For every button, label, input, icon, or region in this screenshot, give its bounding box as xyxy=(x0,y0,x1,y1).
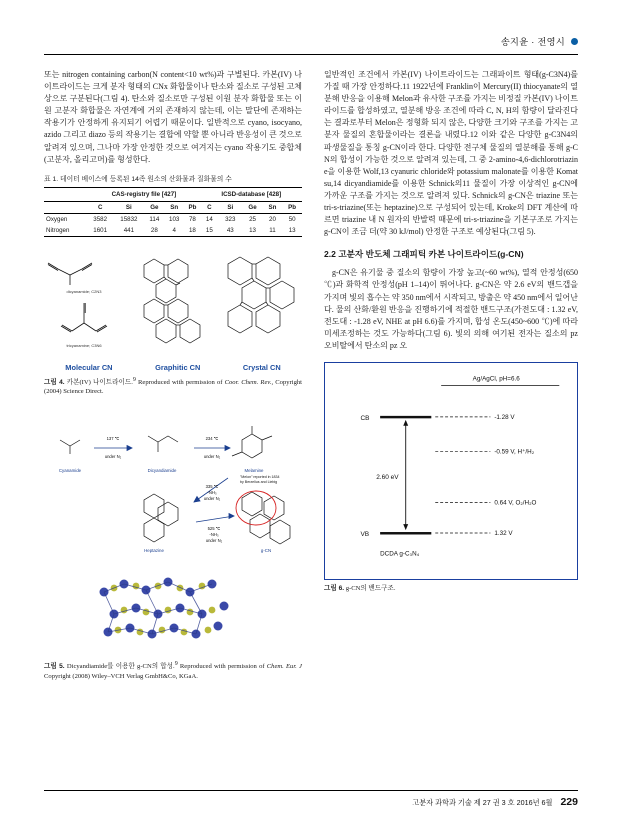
header-dot-icon xyxy=(571,38,578,45)
svg-text:335 ℃: 335 ℃ xyxy=(205,484,219,490)
col-icsd-ge: Ge xyxy=(242,201,262,213)
row-label-oxygen: Oxygen xyxy=(46,215,68,223)
figure-4-label-molecular: Molecular CN xyxy=(65,362,113,372)
cell: 28 xyxy=(145,225,164,237)
figure-5-caption-sup: 9 xyxy=(174,661,178,668)
figure-6 xyxy=(324,362,578,593)
cell: 50 xyxy=(288,215,296,223)
svg-text:g-CN: g-CN xyxy=(260,548,272,554)
cell: 14 xyxy=(205,215,213,223)
left-column xyxy=(44,69,302,781)
figure-5-scheme xyxy=(44,406,302,656)
figure-5-caption-rest: Reproduced with permission of xyxy=(177,663,267,671)
figure-4-labels xyxy=(44,363,302,372)
cell: 103 xyxy=(169,215,180,223)
svg-text:-0.59 V, H⁺/H₂: -0.59 V, H⁺/H₂ xyxy=(494,448,535,456)
table-title: 표 1. 데이터 베이스에 등록된 14족 원소의 산화물과 질화물의 수 xyxy=(44,175,232,183)
cell: 441 xyxy=(113,225,145,237)
figure-6-band-diagram xyxy=(325,363,577,579)
svg-text:dicyanamide; C2N3: dicyanamide; C2N3 xyxy=(66,288,102,294)
two-column-body xyxy=(44,69,578,781)
col-cas-sn: Sn xyxy=(164,201,184,213)
figure-4-caption-sup: 9 xyxy=(132,376,136,383)
svg-text:-NH₃: -NH₃ xyxy=(209,532,219,538)
figure-4-crystal-cn xyxy=(216,251,301,359)
figure-5-caption-text: Dicyandiamide를 이용한 g-CN의 합성. xyxy=(66,663,175,671)
svg-text:under N₂: under N₂ xyxy=(203,454,221,460)
figure-4-caption-tail: , Copyright (2004) Science Direct. xyxy=(44,378,302,396)
figure-5 xyxy=(44,406,302,681)
figure-6-top-label-text: Ag/AgCl, pH=6.6 xyxy=(472,375,520,383)
table-row xyxy=(44,213,302,225)
header-authors: 송지윤 · 전영시 xyxy=(500,37,565,47)
svg-text:tricyanamine; C3N6: tricyanamine; C3N6 xyxy=(66,342,102,348)
right-paragraph-2: g-CN은 유기물 중 질소의 함량이 가장 높고(~60 wt%), 열적 안정성(650 ℃)과 화학적 안정성(pH 1–14)이 뛰어나다. g-CN은 약 2.6 eV의 밴드갭을 가지며 빛의 흡수는 약 350 nm에서 시작되고, 방출은 약 450 nm에서 일어난다. 물의 산화/환원 반응을 진행하기에 적절한 밴드구조(가전도대 : 1.32 eV, 전도대 : -1.28 eV, NHE at pH 6.6)를 가지며, 합성 온도(450~600 ℃)에 따라 미세조정하는 것도 가능하다(그림 6). 빛의 의해 여기된 전자는 질소의 pz 오비탈에서 탄소의 pz 오 xyxy=(324,268,578,350)
table-subcorner xyxy=(44,201,87,213)
cell: 13 xyxy=(282,225,302,237)
cell: 114 xyxy=(149,215,160,223)
page-footer xyxy=(44,790,578,808)
table-row xyxy=(44,225,302,237)
table-group-cas: CAS-registry file [427] xyxy=(87,187,200,201)
element-oxide-nitride-table xyxy=(44,187,302,237)
cell: 3582 xyxy=(93,215,108,223)
figure-4-caption-rest: Reproduced with permission of xyxy=(135,378,225,386)
col-cas-pb: Pb xyxy=(184,201,200,213)
svg-text:Cyanamide: Cyanamide xyxy=(58,468,82,474)
col-cas-si: Si xyxy=(113,201,145,213)
figure-4-caption-journal: Coor. Chem. Rev. xyxy=(224,378,272,386)
svg-text:525 ℃: 525 ℃ xyxy=(207,526,221,532)
cell: 15 xyxy=(201,225,219,237)
cell: 15832 xyxy=(120,215,138,223)
svg-text:Dicyandiamide: Dicyandiamide xyxy=(147,468,177,474)
left-paragraph-1: 또는 nitrogen containing carbon(N content<10 wt%)과 구별된다. 카본(IV) 나이트라이드는 크게 분자 형태의 CNx 화합물이나 탄소와 질소로 구성된 고체상으로 구분된다(그림 4). 탄소와 질소로만 구성된 이원 분자 화합물 또는 이원 고분자 화합물은 자연계에 거의 존재하지 않는데, 이는 말단에 존재하는 작용기가 안정하게 유지되기 어렵기 때문이다. 일반적으로 cyano, isocyano, azido 그리고 diazo 등의 작용기는 결합에 약할 뿐 아니라 반응성이 큰 것으로 알려져 있으며, 그나마 가장 안정한 것으로 여겨지는 cyano 작용기도 중합체(고분자, 올리고머)를 형성한다. xyxy=(44,70,302,164)
table-group-icsd: ICSD-database [428] xyxy=(201,187,302,201)
figure-6-caption xyxy=(324,584,578,593)
col-cas-c: C xyxy=(87,201,113,213)
figure-6-frame xyxy=(324,362,578,580)
cell: 13 xyxy=(242,225,262,237)
svg-text:-NH₃: -NH₃ xyxy=(207,490,217,496)
figure-6-caption-number: 그림 6. xyxy=(324,584,345,592)
svg-text:Heptazine: Heptazine xyxy=(144,548,164,554)
svg-text:0.64 V, O₂/H₂O: 0.64 V, O₂/H₂O xyxy=(494,499,537,507)
figure-4-caption-number: 그림 4. xyxy=(44,378,65,386)
figure-5-caption-tail: Copyright (2008) Wiley–VCH Verlag GmbH&Co, KGaA. xyxy=(44,672,198,680)
svg-text:VB: VB xyxy=(360,530,370,538)
figure-4-caption-text: 카본(IV) 나이트라이드. xyxy=(66,378,133,386)
right-column xyxy=(324,69,578,781)
cell: 25 xyxy=(249,215,256,223)
svg-text:234 ℃: 234 ℃ xyxy=(205,436,219,442)
cell: 18 xyxy=(184,225,200,237)
cell: 323 xyxy=(225,215,236,223)
col-icsd-sn: Sn xyxy=(263,201,283,213)
figure-5-caption xyxy=(44,660,302,681)
figure-4-caption xyxy=(44,376,302,397)
cell: 20 xyxy=(269,215,276,223)
table-corner xyxy=(44,187,87,201)
svg-text:CB: CB xyxy=(360,414,370,422)
svg-text:1.32 V: 1.32 V xyxy=(494,529,513,537)
row-label-nitrogen: Nitrogen xyxy=(44,225,87,237)
figure-4-label-crystal: Crystal CN xyxy=(242,362,281,372)
svg-text:under N₂: under N₂ xyxy=(205,538,223,544)
svg-text:137 ℃: 137 ℃ xyxy=(106,436,120,442)
cell: 43 xyxy=(218,225,242,237)
svg-text:-1.28 V: -1.28 V xyxy=(494,413,515,421)
svg-text:by Berzelius and Liebig: by Berzelius and Liebig xyxy=(240,480,278,485)
figure-4-label-graphitic: Graphitic CN xyxy=(155,362,201,372)
figure-4 xyxy=(44,247,302,397)
cell: 4 xyxy=(164,225,184,237)
cell: 1601 xyxy=(87,225,113,237)
footer-page-number: 229 xyxy=(560,796,578,808)
section-heading-2-2: 2.2 고분자 반도체 그래피틱 카본 나이트라이드(g-CN) xyxy=(324,249,524,260)
svg-text:under N₂: under N₂ xyxy=(104,454,122,460)
figure-5-caption-number: 그림 5. xyxy=(44,663,65,671)
figure-4-graphitic-cn xyxy=(130,251,215,359)
figure-4-molecular-cn xyxy=(44,251,129,359)
page-header xyxy=(44,34,578,55)
cell: 78 xyxy=(188,215,196,223)
col-icsd-si: Si xyxy=(218,201,242,213)
svg-text:2.60 eV: 2.60 eV xyxy=(376,473,399,481)
col-icsd-c: C xyxy=(201,201,219,213)
footer-journal-info: 고분자 과학과 기술 제 27 권 3 호 2016년 6월 xyxy=(412,798,553,807)
figure-5-caption-journal: Chem. Eur. J xyxy=(266,663,302,671)
svg-text:DCDA g-C₃N₄: DCDA g-C₃N₄ xyxy=(380,550,420,558)
cell: 11 xyxy=(263,225,283,237)
svg-text:"Melon" reported in 1834: "Melon" reported in 1834 xyxy=(240,475,280,480)
col-icsd-pb: Pb xyxy=(282,201,302,213)
col-cas-ge: Ge xyxy=(145,201,164,213)
figure-4-graphics xyxy=(44,247,302,359)
svg-text:under N₂: under N₂ xyxy=(203,496,221,502)
figure-6-caption-text: g-CN의 밴드구조. xyxy=(345,584,396,592)
svg-text:Melamine: Melamine xyxy=(244,468,264,474)
right-paragraph-1: 일반적인 조건에서 카본(IV) 나이트라이드는 그래파이트 형태(g-C3N4)를 가질 때 가장 안정하다.11 1922년에 Franklin이 Mercury(II) thiocyanate의 열분해 반응을 이용해 Melon과 유사한 구조를 가지는 비정질 카본(IV) 나이트라이드를 합성하였고, 열분해 방응 조건에 따라 C, N, H의 함량이 달라진다는 결과로부터 Melon은 정형화 되지 않은, 다양한 크기와 구조를 가지는 고분자 물질의 혼합물이라는 결론을 내렸다.12 이와 같은 다양한 g-C3N4의 파생물질을 통칭 g-CN이라 한다. 다양한 전구체 물질의 열분해를 통해 g-CN의 합성이 가능한 것으로 알려져 있는데, 그 중 2-amino-4,6-dichlorotriazine을 이용한 Wolf,13 cyanuric chloride와 potassium malonate를 이용한 Komatsu,14 dicyandiamide를 이용한 Schnick의11 물질이 가장 이상적인 g-CN에 가까운 구조를 가지는 것으로 알려져 있다. Schnick의 g-CN은 triazine 또는 tri-s-triazine(또는 heptazine)으로 구성되어 있는데, Kroke의 DFT 계산에 따르면 triazine 내 N 원자의 반발력 때문에 tri-s-triazine을 기본구조로 가지는 g-CN이 조금 더(약 30 kJ/mol) 안정한 구조로 예상된다(그림 5). xyxy=(324,70,578,237)
